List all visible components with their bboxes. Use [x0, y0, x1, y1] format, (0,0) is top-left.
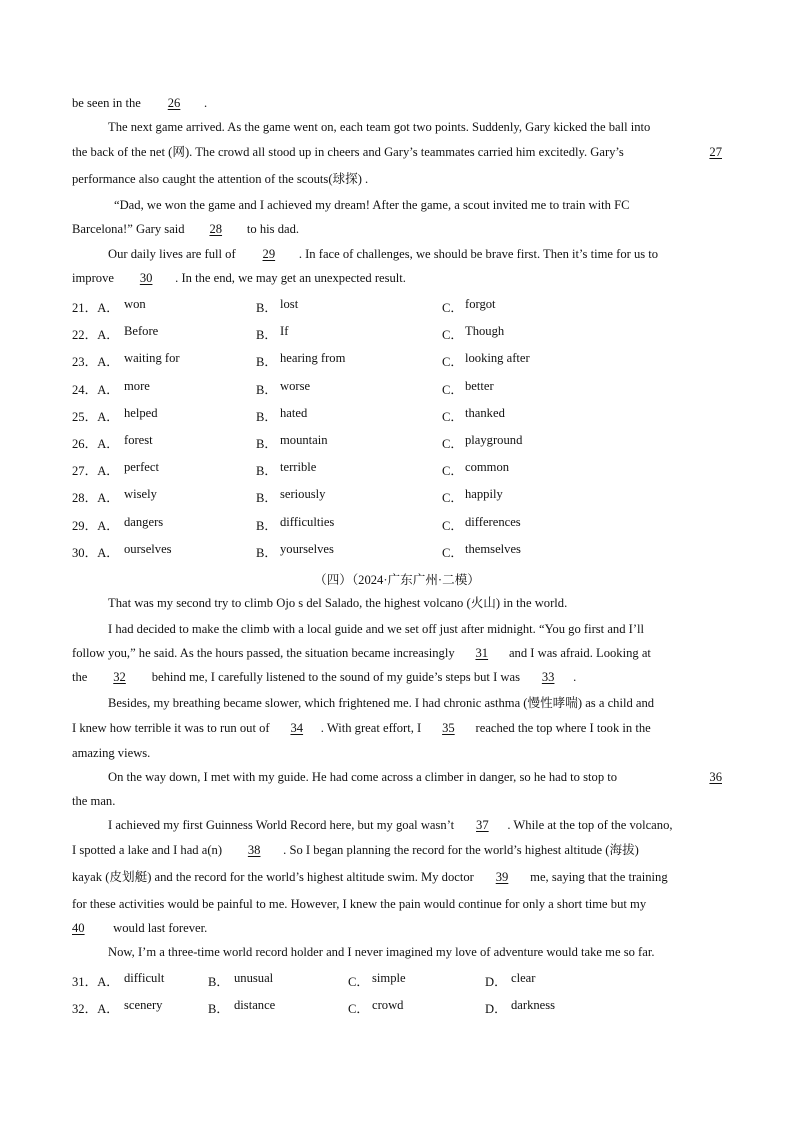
question-row — [72, 515, 722, 531]
question-row — [72, 998, 722, 1014]
question-number: 22．A． — [72, 328, 119, 343]
question-row — [72, 324, 722, 343]
passage-line — [72, 647, 722, 660]
question-number: 29．A． — [72, 518, 119, 533]
passage-line — [72, 922, 722, 935]
passage-line — [108, 946, 722, 959]
option-b: hearing from — [280, 351, 346, 366]
passage-text: follow you,” he said. As the hours passed, the situation became increasingly — [72, 646, 455, 660]
blank-28: 28 — [209, 222, 223, 236]
blank-31: 31 — [475, 646, 489, 660]
passage-text: to his dad. — [246, 222, 300, 236]
blank-39: 39 — [495, 870, 509, 884]
passage-text: be seen in the — [72, 96, 141, 110]
passage-line — [114, 199, 722, 212]
passage-text: improve — [72, 271, 114, 285]
option-a: waiting for — [124, 351, 180, 366]
option-b: distance — [234, 998, 276, 1012]
option-b: If — [280, 324, 289, 339]
passage-line — [72, 844, 722, 857]
option-d: clear — [511, 971, 536, 985]
option-b: difficulties — [280, 514, 335, 529]
passage-line — [72, 898, 722, 911]
option-b: mountain — [280, 433, 328, 447]
option-c: common — [465, 460, 510, 475]
blank-32: 32 — [113, 670, 126, 684]
blank-38: 38 — [247, 843, 261, 857]
option-b: terrible — [280, 460, 317, 475]
option-b-label: B． — [256, 382, 277, 397]
question-row — [72, 460, 722, 479]
option-b-label: B． — [256, 409, 277, 424]
question-row — [72, 487, 722, 506]
passage-text: Besides, my breathing became slower, which frightened me. I had chronic asthma (慢性哮喘) as a child and — [108, 696, 655, 710]
option-d-label: D． — [485, 975, 507, 989]
option-a: forest — [124, 433, 153, 447]
passage-text: me, saying that the training — [530, 870, 668, 884]
option-b-label: B． — [256, 464, 277, 479]
option-a: won — [124, 297, 146, 311]
option-d: darkness — [511, 998, 556, 1012]
option-b-label: B． — [208, 975, 229, 989]
option-b-label: B． — [256, 355, 277, 370]
passage-text: the man. — [72, 794, 116, 808]
option-a: perfect — [124, 460, 159, 475]
question-row — [72, 351, 722, 370]
passage-text: Now, I’m a three-time world record holder and I never imagined my love of adventure would take me so far. — [108, 945, 655, 959]
passage-text: . With great effort, I — [320, 721, 422, 735]
passage-text: . While at the top of the volcano, — [507, 818, 673, 832]
passage-line — [72, 146, 722, 159]
option-c: playground — [465, 433, 523, 447]
option-b-label: B． — [256, 491, 277, 506]
option-c-label: C． — [442, 355, 463, 370]
blank-36: 36 — [709, 770, 722, 784]
option-a: dangers — [124, 514, 164, 529]
option-b: hated — [280, 405, 308, 420]
question-number: 23．A． — [72, 355, 119, 370]
passage-line: be seen in the 26 . — [72, 96, 208, 110]
question-row — [72, 297, 722, 313]
option-c-label: C． — [442, 382, 463, 397]
passage-text: Our daily lives are full of — [108, 247, 236, 261]
option-c: forgot — [465, 297, 496, 311]
blank-40: 40 — [72, 921, 85, 935]
passage-text: . In face of challenges, we should be brave first. Then it’s time for us to — [298, 247, 659, 261]
passage-text: I knew how terrible it was to run out of — [72, 721, 270, 735]
option-b-label: B． — [208, 1002, 229, 1016]
question-number: 21．A． — [72, 301, 119, 315]
option-a: difficult — [124, 971, 165, 985]
option-c-label: C． — [442, 491, 463, 506]
passage-text: performance also caught the attention of the scouts(球探) . — [72, 172, 369, 186]
blank-29: 29 — [262, 247, 276, 261]
passage-line — [72, 223, 722, 236]
option-c-label: C． — [348, 975, 369, 989]
passage-line — [108, 121, 722, 134]
passage-line — [108, 771, 722, 784]
option-b: yourselves — [280, 541, 334, 556]
passage-line — [72, 747, 722, 760]
question-row — [72, 542, 722, 558]
passage-text: “Dad, we won the game and I achieved my dream! After the game, a scout invited me to train with FC — [114, 198, 630, 212]
passage-text: the back of the net (网). The crowd all stood up in cheers and Gary’s teammates carried him excitedly. Gary’s — [72, 145, 624, 159]
passage-text: The next game arrived. As the game went on, each team got two points. Suddenly, Gary kicked the ball into — [108, 120, 651, 134]
option-c-label: C． — [442, 545, 463, 560]
question-number: 25．A． — [72, 409, 119, 424]
blank-26: 26 — [167, 96, 181, 110]
passage-text: I achieved my first Guinness World Record here, but my goal wasn’t — [108, 818, 455, 832]
option-a: scenery — [124, 998, 163, 1012]
option-b-label: B． — [256, 518, 277, 533]
question-number: 30．A． — [72, 545, 119, 560]
passage-text: That was my second try to climb Ojo s del Salado, the highest volcano (火山) in the world. — [108, 596, 568, 610]
passage-line: the 32 behind me, I carefully listened to the sound of my guide’s steps but I was 33 . — [72, 670, 577, 684]
option-c: looking after — [465, 351, 530, 366]
option-a: more — [124, 378, 150, 393]
option-c-label: C． — [442, 464, 463, 479]
passage-text: kayak (皮划艇) and the record for the world’s highest altitude swim. My doctor — [72, 870, 474, 884]
option-c: Though — [465, 324, 505, 339]
passage-line — [72, 795, 722, 808]
passage-text: behind me, I carefully listened to the sound of my guide’s steps but I was — [151, 670, 520, 684]
passage-line — [108, 623, 722, 636]
blank-37: 37 — [476, 818, 489, 832]
passage-text: . In the end, we may get an unexpected result. — [175, 271, 406, 285]
option-c: themselves — [465, 541, 521, 556]
passage-line — [108, 248, 722, 261]
option-d-label: D． — [485, 1002, 507, 1016]
option-c: thanked — [465, 405, 505, 420]
option-c: better — [465, 378, 494, 393]
question-number: 32．A． — [72, 1002, 119, 1016]
passage-text: reached the top where I took in the — [475, 721, 651, 735]
option-c: simple — [372, 971, 406, 985]
option-b: seriously — [280, 487, 326, 502]
blank-30: 30 — [139, 271, 153, 285]
passage-text: the — [72, 670, 88, 684]
blank-33: 33 — [541, 670, 555, 684]
passage-line — [72, 272, 722, 285]
passage-line — [72, 722, 722, 735]
option-a: Before — [124, 324, 159, 339]
blank-35: 35 — [442, 721, 455, 735]
passage-line — [108, 819, 722, 832]
option-b-label: B． — [256, 301, 277, 315]
option-b-label: B． — [256, 545, 277, 560]
section-heading: （四）（2024·广东广州·二模） — [314, 573, 480, 587]
passage-text: I spotted a lake and I had a(n) — [72, 843, 223, 857]
blank-34: 34 — [290, 721, 304, 735]
question-number: 27．A． — [72, 464, 119, 479]
question-number: 28．A． — [72, 491, 119, 506]
passage-text: Barcelona!” Gary said — [72, 222, 185, 236]
question-number: 26．A． — [72, 437, 119, 451]
passage-text: and I was afraid. Looking at — [508, 646, 651, 660]
passage-text: . So I began planning the record for the world’s highest altitude (海拔) — [283, 843, 639, 857]
passage-text: for these activities would be painful to me. However, I knew the pain would continue for only a short time but my — [72, 897, 647, 911]
option-c: crowd — [372, 998, 404, 1012]
question-number: 24．A． — [72, 382, 119, 397]
passage-line — [108, 597, 722, 610]
option-b: worse — [280, 378, 311, 393]
option-c-label: C． — [442, 409, 463, 424]
blank-27: 27 — [709, 145, 722, 159]
passage-line — [72, 871, 722, 884]
passage-line — [72, 173, 722, 186]
option-a: wisely — [124, 487, 157, 502]
option-a: helped — [124, 405, 158, 420]
option-b-label: B． — [256, 328, 277, 343]
passage-text: I had decided to make the climb with a local guide and we set off just after midnight. “You go first and I’ll — [108, 622, 645, 636]
question-row — [72, 379, 722, 395]
option-c-label: C． — [442, 437, 463, 451]
option-c-label: C． — [348, 1002, 369, 1016]
option-b-label: B． — [256, 437, 277, 451]
option-b: unusual — [234, 971, 274, 985]
question-row — [72, 433, 722, 449]
option-c: differences — [465, 514, 521, 529]
passage-line — [108, 697, 722, 710]
passage-text: amazing views. — [72, 746, 151, 760]
passage-text: On the way down, I met with my guide. He had come across a climber in danger, so he had to stop to — [108, 770, 618, 784]
option-c: happily — [465, 487, 503, 502]
option-c-label: C． — [442, 328, 463, 343]
question-number: 31．A． — [72, 975, 119, 989]
passage-text: would last forever. — [113, 921, 208, 935]
option-c-label: C． — [442, 518, 463, 533]
question-row — [72, 971, 722, 987]
option-a: ourselves — [124, 541, 172, 556]
question-row — [72, 406, 722, 422]
option-c-label: C． — [442, 301, 463, 315]
option-b: lost — [280, 297, 299, 311]
